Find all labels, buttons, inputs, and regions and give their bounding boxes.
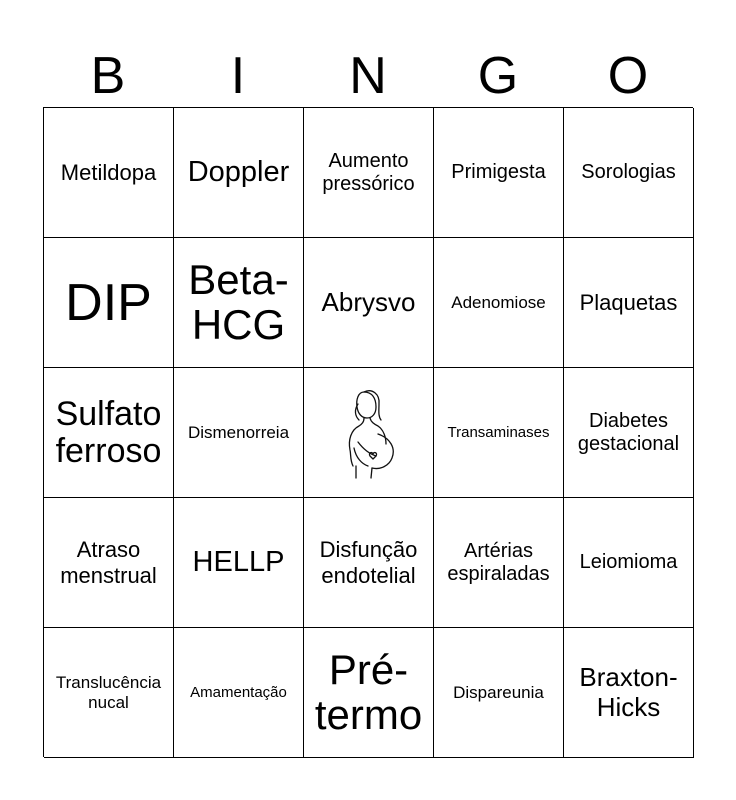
bingo-card bbox=[43, 107, 693, 757]
pregnant-woman-icon bbox=[334, 380, 404, 485]
bingo-cell[interactable]: Abrysvo bbox=[304, 238, 434, 368]
bingo-cell[interactable]: Atraso menstrual bbox=[44, 498, 174, 628]
bingo-cell[interactable]: Amamentação bbox=[174, 628, 304, 758]
bingo-cell[interactable]: Beta-HCG bbox=[174, 238, 304, 368]
bingo-cell[interactable]: Disfunção endotelial bbox=[304, 498, 434, 628]
bingo-cell[interactable]: Translucência nucal bbox=[44, 628, 174, 758]
bingo-cell[interactable]: HELLP bbox=[174, 498, 304, 628]
bingo-cell[interactable]: Aumento pressórico bbox=[304, 108, 434, 238]
bingo-cell[interactable]: Primigesta bbox=[434, 108, 564, 238]
bingo-cell[interactable]: Transaminases bbox=[434, 368, 564, 498]
header-letter-o: O bbox=[607, 47, 649, 105]
header-letter-b: B bbox=[90, 47, 126, 105]
header-letter-n: N bbox=[349, 47, 387, 105]
bingo-cell[interactable]: Leiomioma bbox=[564, 498, 694, 628]
bingo-cell[interactable]: Sorologias bbox=[564, 108, 694, 238]
bingo-cell[interactable]: Metildopa bbox=[44, 108, 174, 238]
bingo-cell[interactable]: Sulfato ferroso bbox=[44, 368, 174, 498]
bingo-cell[interactable]: Dispareunia bbox=[434, 628, 564, 758]
bingo-cell[interactable]: Doppler bbox=[174, 108, 304, 238]
bingo-cell[interactable]: Plaquetas bbox=[564, 238, 694, 368]
bingo-cell[interactable]: Pré-termo bbox=[304, 628, 434, 758]
bingo-header bbox=[43, 44, 693, 108]
bingo-cell[interactable]: DIP bbox=[44, 238, 174, 368]
free-space-cell[interactable] bbox=[304, 368, 434, 498]
header-letter-i: I bbox=[230, 47, 246, 105]
header-letter-g: G bbox=[477, 47, 519, 105]
bingo-cell[interactable]: Dismenorreia bbox=[174, 368, 304, 498]
bingo-cell[interactable]: Braxton-Hicks bbox=[564, 628, 694, 758]
bingo-cell[interactable]: Diabetes gestacional bbox=[564, 368, 694, 498]
bingo-cell[interactable]: Adenomiose bbox=[434, 238, 564, 368]
bingo-cell[interactable]: Artérias espiraladas bbox=[434, 498, 564, 628]
